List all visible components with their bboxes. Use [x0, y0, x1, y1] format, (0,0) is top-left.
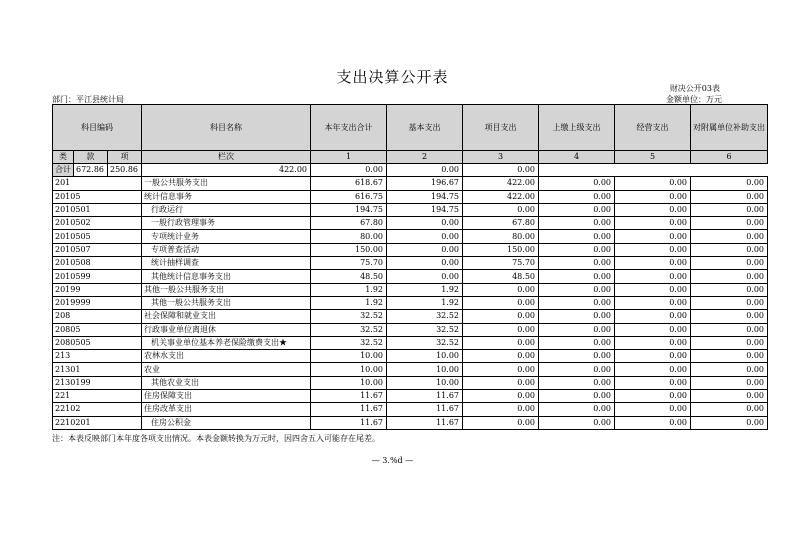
amount-cell: 0.00: [539, 230, 615, 243]
subject-name-cell: 农林水支出: [142, 350, 311, 363]
amount-cell: 0.00: [539, 296, 615, 309]
amount-cell: 10.00: [311, 350, 387, 363]
amount-cell: 616.75: [311, 190, 387, 203]
table-row: [53, 403, 768, 416]
amount-cell: 0.00: [691, 230, 768, 243]
amount-cell: 0.00: [691, 270, 768, 283]
expenditure-table: [52, 104, 768, 430]
amount-cell: 0.00: [539, 390, 615, 403]
amount-cell: 0.00: [691, 257, 768, 270]
amount-cell: 0.00: [691, 376, 768, 389]
amount-cell: 194.75: [387, 190, 463, 203]
amount-cell: 10.00: [387, 350, 463, 363]
amount-cell: 32.52: [311, 310, 387, 323]
amount-cell: 150.00: [463, 243, 539, 256]
amount-cell: 0.00: [615, 283, 691, 296]
subject-name-cell: 统计抽样调查: [142, 257, 311, 270]
total-cell: 0.00: [311, 164, 387, 177]
table-row: [53, 217, 768, 230]
subject-code-cell: 201: [53, 177, 142, 190]
amount-cell: 0.00: [463, 310, 539, 323]
table-row: [53, 336, 768, 349]
amount-cell: 0.00: [615, 270, 691, 283]
amount-cell: 0.00: [539, 257, 615, 270]
header-operating: 经营支出: [615, 105, 691, 151]
total-cell: 672.86: [74, 164, 108, 177]
header-xiang: 项: [108, 151, 142, 164]
amount-cell: 0.00: [691, 217, 768, 230]
amount-cell: 150.00: [311, 243, 387, 256]
subject-code-cell: 221: [53, 390, 142, 403]
table-row: [53, 270, 768, 283]
amount-cell: 0.00: [691, 363, 768, 376]
col-number: 5: [615, 151, 691, 164]
amount-cell: 0.00: [691, 403, 768, 416]
amount-cell: 0.00: [691, 296, 768, 309]
amount-cell: 32.52: [387, 336, 463, 349]
amount-cell: 0.00: [615, 416, 691, 429]
amount-cell: 0.00: [387, 230, 463, 243]
amount-cell: 0.00: [691, 190, 768, 203]
amount-cell: 0.00: [615, 390, 691, 403]
subject-name-cell: 住房保障支出: [142, 390, 311, 403]
subject-code-cell: 20105: [53, 190, 142, 203]
table-row: [53, 283, 768, 296]
amount-cell: 422.00: [463, 177, 539, 190]
amount-cell: 0.00: [691, 243, 768, 256]
amount-cell: 0.00: [539, 177, 615, 190]
amount-cell: 0.00: [463, 296, 539, 309]
amount-cell: 0.00: [539, 363, 615, 376]
table-body: [53, 164, 768, 430]
amount-cell: 48.50: [311, 270, 387, 283]
subject-name-cell: 统计信息事务: [142, 190, 311, 203]
subject-code-cell: 208: [53, 310, 142, 323]
amount-cell: 0.00: [615, 217, 691, 230]
amount-cell: 10.00: [387, 363, 463, 376]
subject-code-cell: 2080505: [53, 336, 142, 349]
subject-name-cell: 社会保障和就业支出: [142, 310, 311, 323]
subject-name-cell: 行政事业单位离退休: [142, 323, 311, 336]
total-cell: 0.00: [463, 164, 539, 177]
amount-cell: 0.00: [539, 283, 615, 296]
amount-cell: 0.00: [539, 376, 615, 389]
amount-cell: 75.70: [311, 257, 387, 270]
table-row: [53, 390, 768, 403]
amount-cell: 618.67: [311, 177, 387, 190]
amount-cell: 0.00: [539, 217, 615, 230]
amount-cell: 0.00: [615, 190, 691, 203]
subject-code-cell: 20805: [53, 323, 142, 336]
amount-cell: 10.00: [311, 363, 387, 376]
amount-cell: 0.00: [539, 190, 615, 203]
header-lanci: 栏次: [142, 151, 311, 164]
amount-cell: 194.75: [387, 203, 463, 216]
amount-cell: 0.00: [691, 323, 768, 336]
amount-cell: 10.00: [387, 376, 463, 389]
subject-code-cell: 2130199: [53, 376, 142, 389]
amount-cell: 0.00: [615, 257, 691, 270]
table-row: [53, 416, 768, 429]
table-row: [53, 350, 768, 363]
subject-name-cell: 住房改革支出: [142, 403, 311, 416]
subject-name-cell: 专项统计业务: [142, 230, 311, 243]
amount-cell: 0.00: [691, 350, 768, 363]
table-row: [53, 323, 768, 336]
table-row: [53, 310, 768, 323]
total-cell: 250.86: [108, 164, 142, 177]
subject-code-cell: 21301: [53, 363, 142, 376]
amount-cell: 0.00: [463, 336, 539, 349]
amount-cell: 11.67: [311, 390, 387, 403]
header-project: 项目支出: [463, 105, 539, 151]
amount-cell: 0.00: [463, 350, 539, 363]
amount-cell: 11.67: [311, 403, 387, 416]
page-number: — 3.%d —: [371, 456, 414, 465]
amount-cell: 0.00: [539, 203, 615, 216]
amount-cell: 75.70: [463, 257, 539, 270]
subject-code-cell: 22102: [53, 403, 142, 416]
amount-cell: 422.00: [463, 190, 539, 203]
subject-name-cell: 其他一般公共服务支出: [142, 296, 311, 309]
table-row: [53, 177, 768, 190]
amount-cell: 0.00: [615, 310, 691, 323]
table-row: [53, 376, 768, 389]
amount-cell: 0.00: [539, 336, 615, 349]
table-row: [53, 243, 768, 256]
table-header: [53, 105, 768, 164]
page-title: 支出决算公开表: [336, 68, 449, 86]
unit-label: 金额单位：万元: [666, 95, 722, 104]
amount-cell: 32.52: [387, 310, 463, 323]
amount-cell: 0.00: [615, 403, 691, 416]
subject-name-cell: 其他一般公共服务支出: [142, 283, 311, 296]
amount-cell: 0.00: [387, 243, 463, 256]
amount-cell: 0.00: [691, 177, 768, 190]
amount-cell: 11.67: [387, 390, 463, 403]
table-row: [53, 296, 768, 309]
col-number: 4: [539, 151, 615, 164]
subject-name-cell: 其他统计信息事务支出: [142, 270, 311, 283]
subject-name-cell: 专项普查活动: [142, 243, 311, 256]
department-label: 部门：平江县统计局: [52, 95, 124, 104]
amount-cell: 0.00: [463, 416, 539, 429]
amount-cell: 0.00: [691, 416, 768, 429]
amount-cell: 0.00: [691, 310, 768, 323]
subject-code-cell: 2010501: [53, 203, 142, 216]
table-row: [53, 363, 768, 376]
amount-cell: 32.52: [387, 323, 463, 336]
subject-code-cell: 2010508: [53, 257, 142, 270]
table-row: [53, 230, 768, 243]
amount-cell: 0.00: [615, 350, 691, 363]
amount-cell: 67.80: [463, 217, 539, 230]
amount-cell: 11.67: [311, 416, 387, 429]
col-number: 3: [463, 151, 539, 164]
amount-cell: 1.92: [311, 283, 387, 296]
subject-code-cell: 2210201: [53, 416, 142, 429]
table-row: [53, 190, 768, 203]
amount-cell: 0.00: [463, 283, 539, 296]
amount-cell: 67.80: [311, 217, 387, 230]
subject-code-cell: 2010599: [53, 270, 142, 283]
amount-cell: 11.67: [387, 416, 463, 429]
header-subject-code: 科目编码: [53, 105, 142, 151]
subject-name-cell: 农业: [142, 363, 311, 376]
amount-cell: 32.52: [311, 323, 387, 336]
amount-cell: 0.00: [691, 283, 768, 296]
amount-cell: 0.00: [615, 376, 691, 389]
subject-code-cell: 2019999: [53, 296, 142, 309]
amount-cell: 0.00: [539, 350, 615, 363]
amount-cell: 0.00: [539, 310, 615, 323]
amount-cell: 0.00: [463, 403, 539, 416]
amount-cell: 80.00: [463, 230, 539, 243]
subject-code-cell: 2010505: [53, 230, 142, 243]
amount-cell: 0.00: [463, 203, 539, 216]
amount-cell: 0.00: [539, 243, 615, 256]
amount-cell: 0.00: [615, 203, 691, 216]
amount-cell: 10.00: [311, 376, 387, 389]
header-subject-name: 科目名称: [142, 105, 311, 151]
subject-name-cell: 其他农业支出: [142, 376, 311, 389]
amount-cell: 0.00: [387, 257, 463, 270]
amount-cell: 0.00: [615, 336, 691, 349]
header-to-higher: 上缴上级支出: [539, 105, 615, 151]
subject-code-cell: 20199: [53, 283, 142, 296]
total-cell: 0.00: [387, 164, 463, 177]
subject-name-cell: 一般行政管理事务: [142, 217, 311, 230]
header-kuan: 款: [74, 151, 108, 164]
header-subsidy: 对附属单位补助支出: [691, 105, 768, 151]
total-row: [53, 164, 768, 177]
amount-cell: 0.00: [615, 363, 691, 376]
form-number: 财决公开03表: [669, 84, 720, 93]
amount-cell: 0.00: [615, 230, 691, 243]
total-label: 合计: [53, 164, 74, 177]
amount-cell: 0.00: [539, 416, 615, 429]
subject-code-cell: 213: [53, 350, 142, 363]
amount-cell: 0.00: [691, 336, 768, 349]
amount-cell: 0.00: [539, 323, 615, 336]
amount-cell: 0.00: [691, 390, 768, 403]
amount-cell: 1.92: [387, 296, 463, 309]
col-number: 2: [387, 151, 463, 164]
table-row: [53, 203, 768, 216]
subject-code-cell: 2010502: [53, 217, 142, 230]
footnote: 注：本表反映部门本年度各项支出情况。本表金额转换为万元时，因四舍五入可能存在尾差。: [52, 434, 380, 443]
amount-cell: 80.00: [311, 230, 387, 243]
amount-cell: 0.00: [539, 403, 615, 416]
subject-name-cell: 一般公共服务支出: [142, 177, 311, 190]
amount-cell: 0.00: [463, 363, 539, 376]
subject-name-cell: 机关事业单位基本养老保险缴费支出★: [142, 336, 311, 349]
amount-cell: 194.75: [311, 203, 387, 216]
table-row: [53, 257, 768, 270]
amount-cell: 0.00: [463, 376, 539, 389]
amount-cell: 1.92: [311, 296, 387, 309]
col-number: 6: [691, 151, 768, 164]
subject-name-cell: 住房公积金: [142, 416, 311, 429]
amount-cell: 0.00: [387, 217, 463, 230]
amount-cell: 0.00: [539, 270, 615, 283]
amount-cell: 0.00: [463, 323, 539, 336]
amount-cell: 0.00: [463, 390, 539, 403]
header-total: 本年支出合计: [311, 105, 387, 151]
amount-cell: 0.00: [691, 203, 768, 216]
amount-cell: 11.67: [387, 403, 463, 416]
amount-cell: 0.00: [615, 296, 691, 309]
total-cell: 422.00: [142, 164, 311, 177]
amount-cell: 0.00: [387, 270, 463, 283]
subject-name-cell: 行政运行: [142, 203, 311, 216]
amount-cell: 0.00: [615, 323, 691, 336]
amount-cell: 48.50: [463, 270, 539, 283]
amount-cell: 0.00: [615, 243, 691, 256]
amount-cell: 0.00: [615, 177, 691, 190]
header-basic: 基本支出: [387, 105, 463, 151]
amount-cell: 32.52: [311, 336, 387, 349]
amount-cell: 196.67: [387, 177, 463, 190]
subject-code-cell: 2010507: [53, 243, 142, 256]
amount-cell: 1.92: [387, 283, 463, 296]
col-number: 1: [311, 151, 387, 164]
header-lei: 类: [53, 151, 74, 164]
